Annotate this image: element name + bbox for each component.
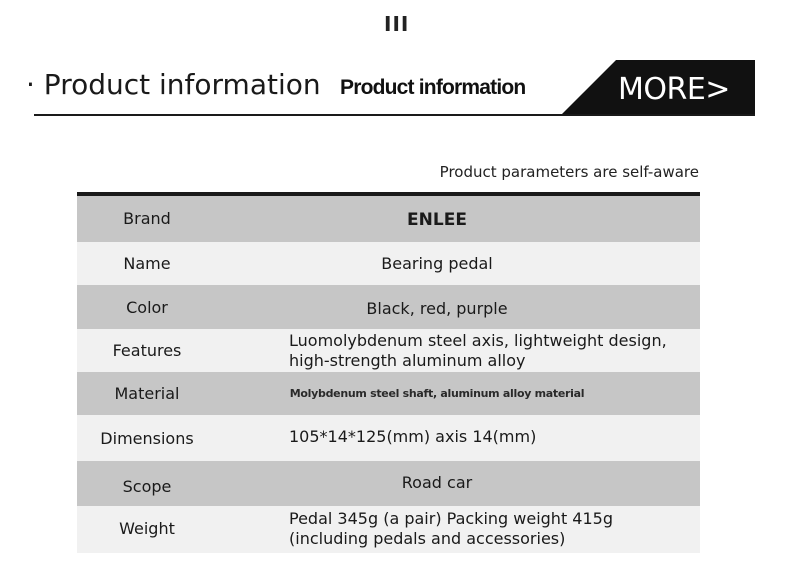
row-value: Bearing pedal [381, 254, 493, 273]
section-title: · Product information [26, 68, 321, 101]
table-row-color [77, 285, 700, 329]
row-label: Material [114, 384, 180, 403]
row-label: Brand [123, 209, 171, 228]
row-value: 105*14*125(mm) axis 14(mm) [289, 427, 537, 446]
row-value: Molybdenum steel shaft, aluminum alloy material [289, 387, 585, 400]
row-value [289, 509, 613, 549]
top-mark: III [384, 12, 410, 36]
section-subtitle: Product information [340, 76, 526, 99]
product-parameters-table [77, 192, 700, 553]
more-button[interactable]: MORE> [618, 72, 730, 107]
row-value-line: Luomolybdenum steel axis, lightweight design, [289, 331, 667, 350]
row-label: Dimensions [100, 429, 194, 448]
section-header [26, 60, 755, 116]
table-caption: Product parameters are self-aware [439, 163, 699, 181]
table-row-name [77, 242, 700, 285]
row-label: Name [123, 254, 171, 273]
row-label: Features [112, 341, 182, 360]
row-value [289, 331, 667, 371]
table-row-scope [77, 461, 700, 506]
table-row-features [77, 329, 700, 372]
table-row-weight [77, 506, 700, 553]
row-label: Scope [122, 477, 172, 496]
table-row-brand [77, 196, 700, 242]
row-value: ENLEE [407, 210, 467, 230]
row-label: Weight [119, 519, 175, 538]
table-row-material [77, 372, 700, 415]
row-value-line: Pedal 345g (a pair) Packing weight 415g [289, 509, 613, 528]
row-value: Black, red, purple [366, 299, 508, 318]
row-label: Color [126, 298, 168, 317]
row-value-line: (including pedals and accessories) [289, 529, 566, 548]
row-value-line: high-strength aluminum alloy [289, 351, 526, 370]
table-row-dimensions [77, 415, 700, 461]
row-value: Road car [401, 473, 473, 492]
